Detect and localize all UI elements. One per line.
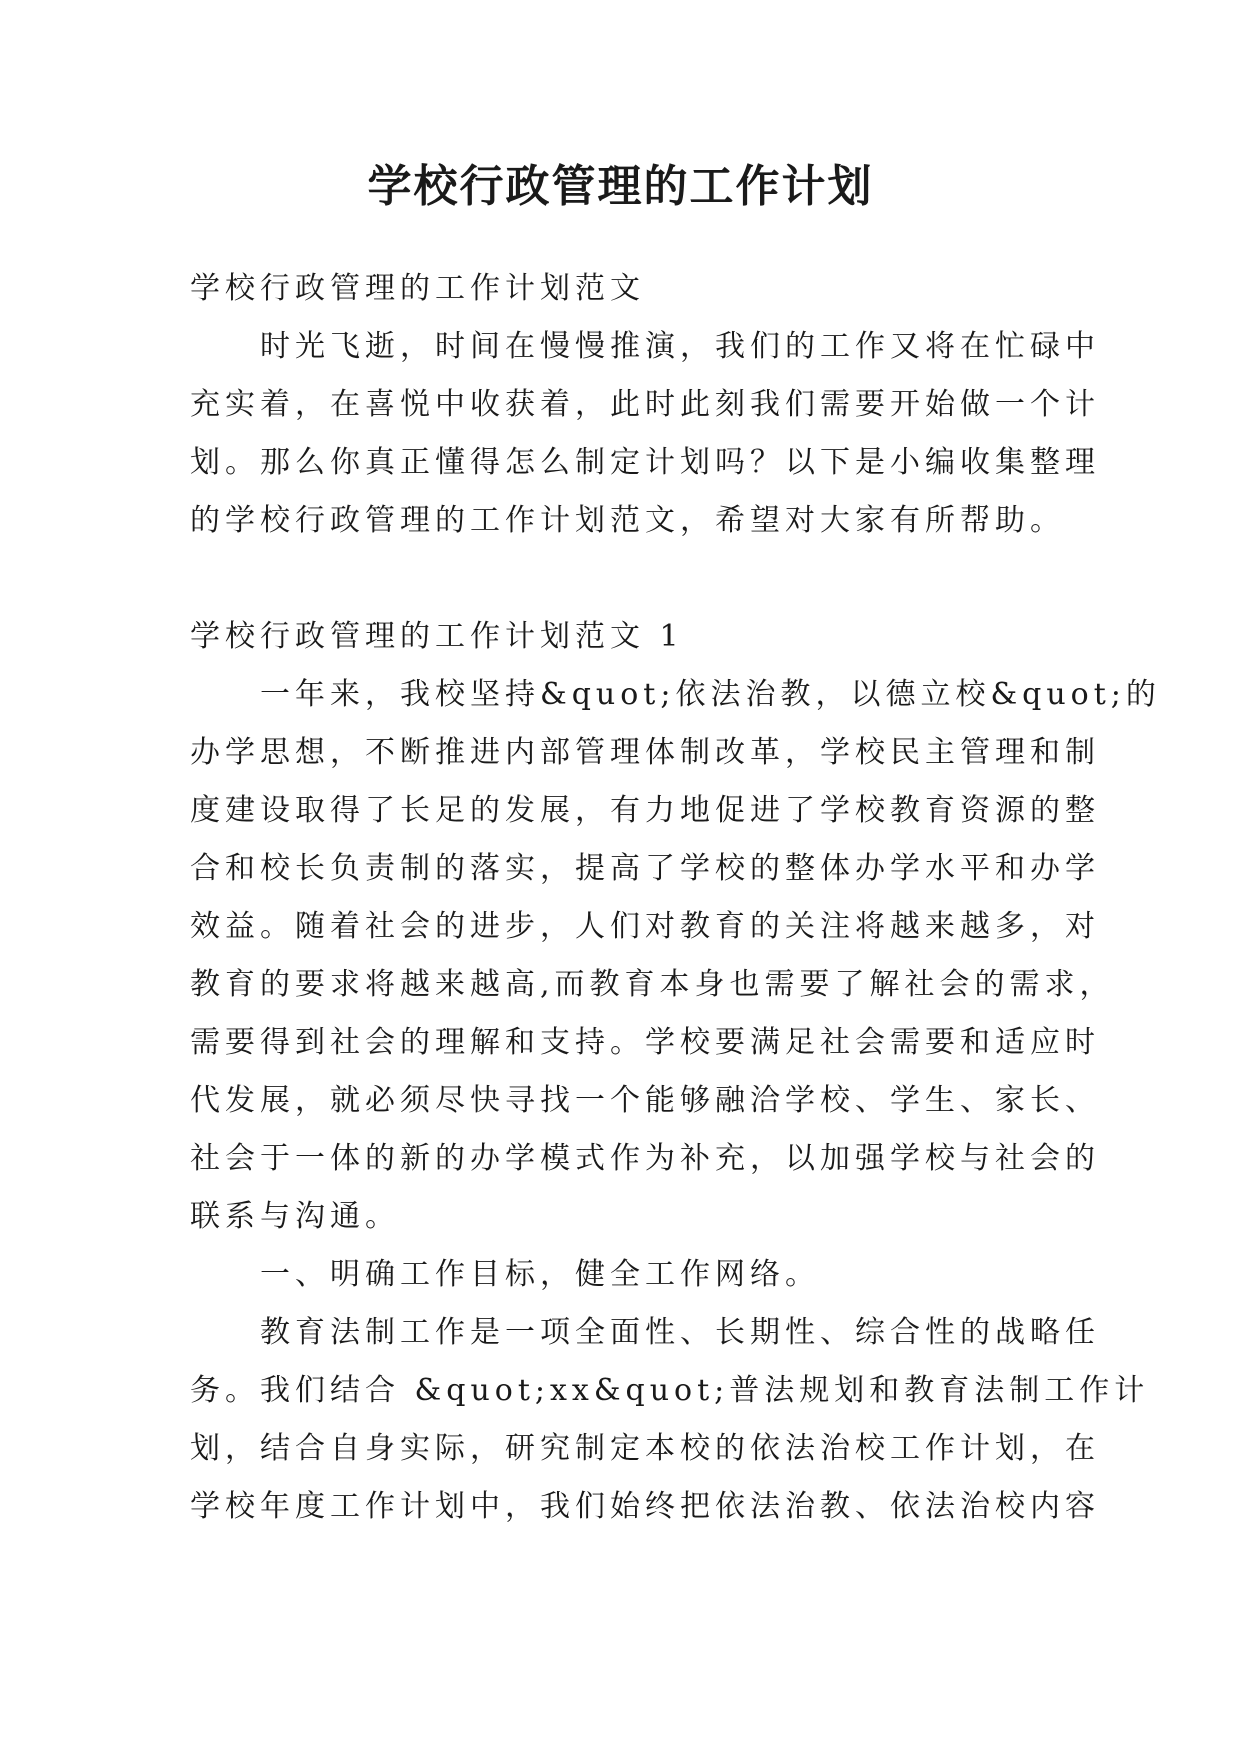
paragraph-line: 度建设取得了长足的发展，有力地促进了学校教育资源的整 <box>190 793 1100 828</box>
blank-line <box>190 550 1060 608</box>
paragraph-line: 充实着，在喜悦中收获着，此时此刻我们需要开始做一个计 <box>190 387 1100 422</box>
paragraph-line: 学校年度工作计划中，我们始终把依法治教、依法治校内容 <box>190 1489 1100 1524</box>
paragraph-line: 务。我们结合 &quot;xx&quot;普法规划和教育法制工作计 <box>190 1373 1150 1408</box>
document-title: 学校行政管理的工作计划 <box>367 161 874 212</box>
section-heading: 学校行政管理的工作计划范文 <box>190 271 645 306</box>
paragraph-line: 一年来，我校坚持&quot;依法治教，以德立校&quot;的 <box>260 677 1161 712</box>
paragraph-line: 联系与沟通。 <box>190 1199 400 1234</box>
subsection-heading: 一、明确工作目标，健全工作网络。 <box>260 1257 820 1292</box>
document-body <box>190 260 1161 1536</box>
paragraph-line: 教育法制工作是一项全面性、长期性、综合性的战略任 <box>260 1315 1100 1350</box>
paragraph-line: 代发展，就必须尽快寻找一个能够融洽学校、学生、家长、 <box>190 1083 1100 1118</box>
paragraph-line: 划。那么你真正懂得怎么制定计划吗？以下是小编收集整理 <box>190 445 1100 480</box>
paragraph-line: 社会于一体的新的办学模式作为补充，以加强学校与社会的 <box>190 1141 1100 1176</box>
paragraph-line: 效益。随着社会的进步，人们对教育的关注将越来越多，对 <box>190 909 1100 944</box>
paragraph-line: 的学校行政管理的工作计划范文，希望对大家有所帮助。 <box>190 503 1065 538</box>
paragraph-line: 划，结合自身实际，研究制定本校的依法治校工作计划，在 <box>190 1431 1100 1466</box>
paragraph-line: 时光飞逝，时间在慢慢推演，我们的工作又将在忙碌中 <box>260 329 1100 364</box>
paragraph-line: 需要得到社会的理解和支持。学校要满足社会需要和适应时 <box>190 1025 1100 1060</box>
paragraph-line: 教育的要求将越来越高,而教育本身也需要了解社会的需求， <box>190 967 1115 1002</box>
section-heading: 学校行政管理的工作计划范文 1 <box>190 619 684 654</box>
paragraph-line: 合和校长负责制的落实，提高了学校的整体办学水平和办学 <box>190 851 1100 886</box>
paragraph-line: 办学思想，不断推进内部管理体制改革，学校民主管理和制 <box>190 735 1100 770</box>
